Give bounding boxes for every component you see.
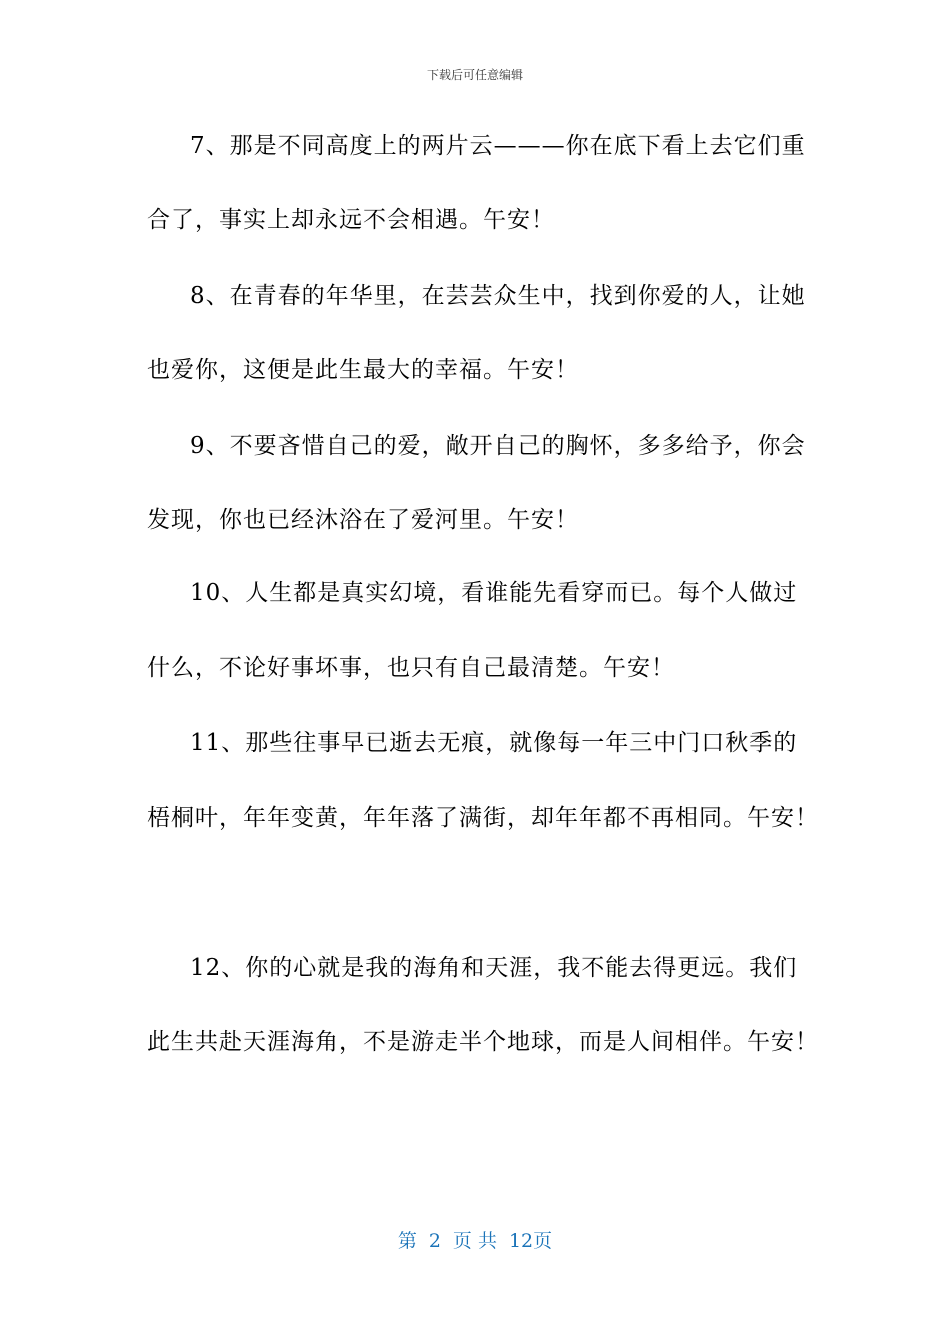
paragraph-line: 11、那些往事早已逝去无痕，就像每一年三中门口秋季的 <box>190 730 798 756</box>
header-note: 下载后可任意编辑 <box>426 68 523 82</box>
paragraph-line: 也爱你，这便是此生最大的幸福。午安！ <box>147 357 579 383</box>
paragraph-line: 12、你的心就是我的海角和天涯，我不能去得更远。我们 <box>190 955 798 981</box>
paragraph-line: 合了，事实上却永远不会相遇。午安！ <box>147 207 555 233</box>
page-footer <box>0 1226 950 1253</box>
paragraph-line: 此生共赴天涯海角，不是游走半个地球，而是人间相伴。午安！ <box>147 1029 819 1055</box>
paragraph-line: 梧桐叶，年年变黄，年年落了满街，却年年都不再相同。午安！ <box>147 805 819 831</box>
footer-prefix: 第 <box>397 1230 417 1252</box>
paragraph-line: 9、不要吝惜自己的爱，敞开自己的胸怀，多多给予，你会 <box>190 433 806 459</box>
paragraph-line: 10、人生都是真实幻境，看谁能先看穿而已。每个人做过 <box>190 580 798 606</box>
footer-total-pages: 12 <box>508 1230 534 1252</box>
paragraph-line: 7、那是不同高度上的两片云———你在底下看上去它们重 <box>190 133 806 159</box>
footer-middle: 页 共 <box>452 1230 497 1252</box>
paragraph-line: 发现，你也已经沐浴在了爱河里。午安！ <box>147 507 579 533</box>
footer-suffix: 页 <box>533 1230 553 1252</box>
paragraph-line: 什么，不论好事坏事，也只有自己最清楚。午安！ <box>147 655 675 681</box>
paragraph-line: 8、在青春的年华里，在芸芸众生中，找到你爱的人，让她 <box>190 283 806 309</box>
footer-current-page: 2 <box>428 1230 441 1252</box>
